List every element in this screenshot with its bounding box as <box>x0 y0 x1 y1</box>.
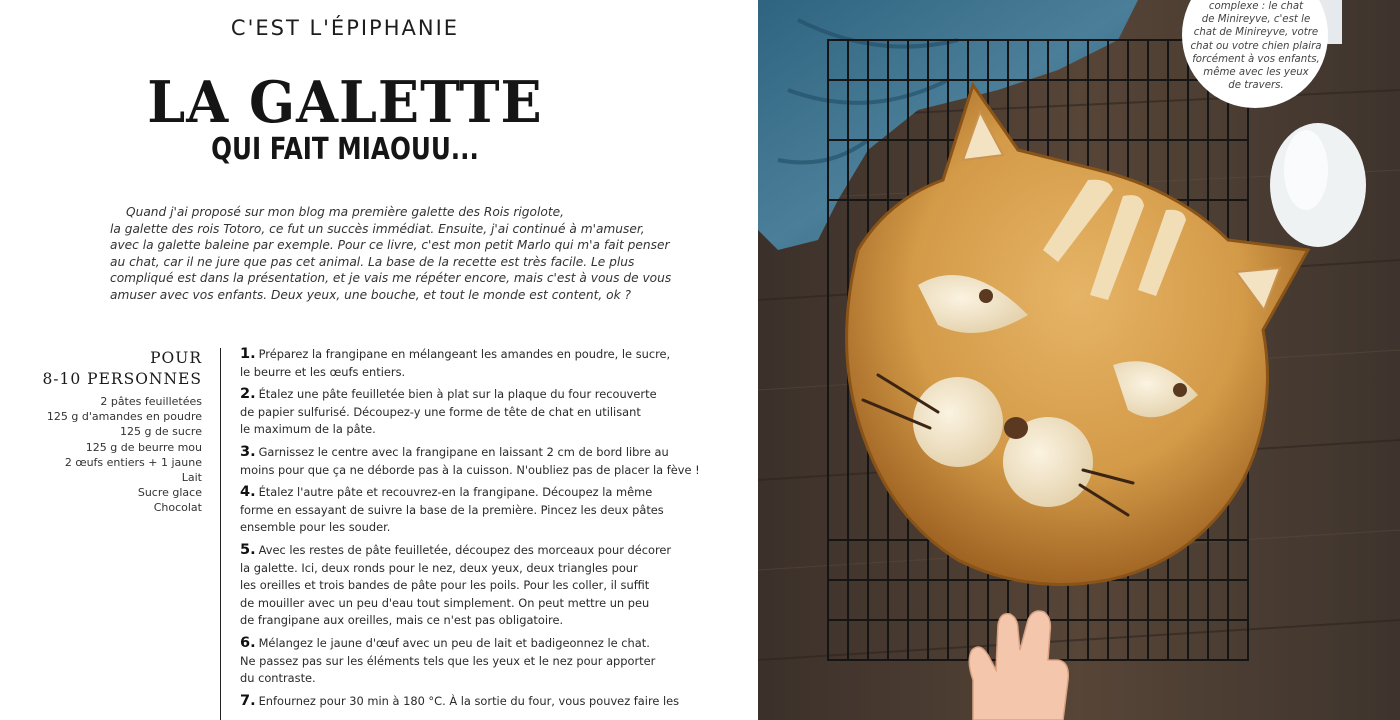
step-text: les oreilles et trois bandes de pâte pour les poils. Pour les coller, il suffit <box>240 578 650 593</box>
right-page <box>758 0 1400 720</box>
step-text: Enfournez pour 30 min à 180 °C. À la sortie du four, vous pouvez faire les <box>258 693 680 708</box>
step-number: 4. <box>240 484 256 501</box>
recipe-step <box>240 634 656 688</box>
column-divider <box>220 348 221 720</box>
ingredient-item: 125 g de beurre mou <box>85 440 202 454</box>
step-text: moins pour que ça ne déborde pas à la cuisson. N'oubliez pas de placer la fève ! <box>240 462 700 477</box>
ingredient-item: Lait <box>181 471 202 485</box>
step-number: 5. <box>240 541 256 558</box>
intro-paragraph <box>110 204 672 304</box>
ingredient-item: 125 g d'amandes en poudre <box>46 410 202 424</box>
caption-line: même avec les yeux <box>1203 67 1309 79</box>
caption-line: de travers. <box>1228 80 1284 92</box>
step-text: le beurre et les œufs entiers. <box>240 364 406 379</box>
step-text: de frangipane aux oreilles, mais ce n'est pas obligatoire. <box>240 613 564 628</box>
step-number: 1. <box>240 346 256 362</box>
step-text: Garnissez le centre avec la frangipane en laissant 2 cm de bord libre au <box>258 444 669 459</box>
recipe-steps <box>240 346 700 715</box>
ingredient-list <box>40 394 202 516</box>
ingredient-item: 125 g de sucre <box>119 425 202 439</box>
step-number: 3. <box>240 443 256 460</box>
recipe-step <box>240 443 700 479</box>
step-text: de papier sulfurisé. Découpez-y une forme de tête de chat en utilisant <box>240 404 641 419</box>
step-text: Étalez l'autre pâte et recouvrez-en la frangipane. Découpez la même <box>258 485 653 500</box>
intro-line: la galette des rois Totoro, ce fut un succès immédiat. Ensuite, j'ai continué à m'amuser, <box>110 221 645 236</box>
caption-line: forcément à vos enfants, <box>1192 53 1320 65</box>
ingredient-item: 2 pâtes feuilletées <box>100 395 202 408</box>
step-number: 7. <box>240 692 256 709</box>
step-number: 2. <box>240 386 256 403</box>
recipe-step <box>240 692 680 711</box>
servings-line: 8-10 PERSONNES <box>42 370 202 388</box>
caption-line: chat de Minireyve, votre <box>1193 27 1319 39</box>
ingredient-item: 2 œufs entiers + 1 jaune <box>64 455 202 469</box>
step-text: Préparez la frangipane en mélangeant les amandes en poudre, le sucre, <box>258 347 671 361</box>
section-kicker: C'EST L'ÉPIPHANIE <box>230 16 460 40</box>
ingredient-item: Sucre glace <box>137 486 202 500</box>
step-text: forme en essayant de suivre la base de la première. Pincez les deux pâtes <box>240 502 664 517</box>
servings-heading <box>40 348 202 390</box>
recipe-title: LA GALETTE <box>147 68 543 136</box>
step-text: de mouiller avec un peu d'eau tout simplement. On peut mettre un peu <box>240 595 650 610</box>
caption-line: complexe : le chat <box>1208 1 1304 12</box>
photo-caption-bubble <box>1184 0 1328 92</box>
step-text: le maximum de la pâte. <box>240 422 376 437</box>
ingredient-item: Chocolat <box>153 501 202 515</box>
caption-line: de Minireyve, c'est le <box>1201 14 1311 26</box>
step-number: 6. <box>240 634 256 651</box>
intro-line: amuser avec vos enfants. Deux yeux, une bouche, et tout le monde est content, ok ? <box>110 287 631 302</box>
step-text: Mélangez le jaune d'œuf avec un peu de lait et badigeonnez le chat. <box>258 635 650 650</box>
step-text: la galette. Ici, deux ronds pour le nez, deux yeux, deux triangles pour <box>240 560 638 575</box>
intro-line: au chat, car il ne jure que pas cet animal. La base de la recette est très facile. Le plus <box>110 254 635 269</box>
servings-line: POUR <box>150 349 202 367</box>
intro-line: Quand j'ai proposé sur mon blog ma première galette des Rois rigolote, <box>126 205 564 219</box>
recipe-step <box>240 346 671 381</box>
caption-line: chat ou votre chien plaira <box>1190 40 1322 52</box>
intro-line: compliqué est dans la présentation, et je vais me répéter encore, mais c'est à vous de vous <box>110 271 672 286</box>
intro-line: avec la galette baleine par exemple. Pour ce livre, c'est mon petit Marlo qui m'a fait penser <box>110 238 670 253</box>
step-text: Étalez une pâte feuilletée bien à plat sur la plaque du four recouverte <box>258 387 657 402</box>
recipe-step <box>240 541 672 630</box>
step-text: Ne passez pas sur les éléments tels que les yeux et le nez pour apporter <box>240 653 656 668</box>
cat-galette-photo <box>758 0 1400 720</box>
step-text: ensemble pour les souder. <box>240 520 391 535</box>
step-text: du contraste. <box>240 671 316 686</box>
step-text: Avec les restes de pâte feuilletée, découpez des morceaux pour décorer <box>258 542 672 557</box>
recipe-subtitle: QUI FAIT MIAOUU... <box>211 132 479 167</box>
recipe-step <box>240 484 664 537</box>
recipe-step <box>240 386 657 439</box>
